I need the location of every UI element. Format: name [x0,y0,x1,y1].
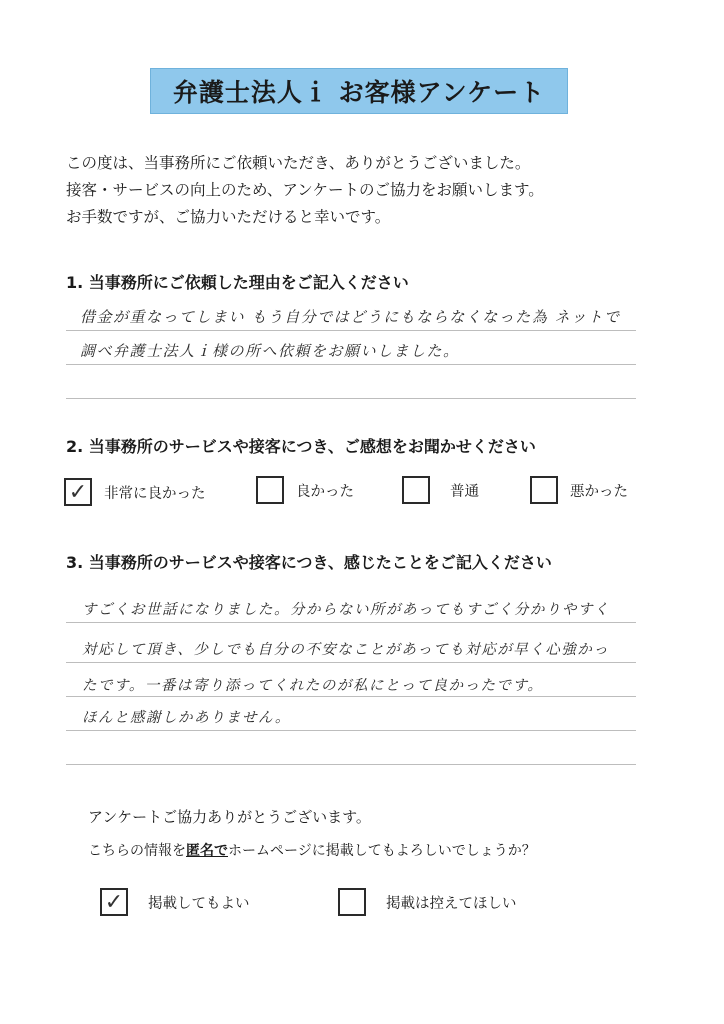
publish-question-pre: こちらの情報を [88,843,186,859]
question-1-answer-line: 借金が重なってしまい もう自分ではどうにもならなくなった為 ネットで [80,308,621,326]
intro-line: お手数ですが、ご協力いただけると幸いです。 [66,208,391,226]
option-label: 良かった [296,483,354,500]
checkbox[interactable] [530,476,558,504]
option-label: 掲載してもよい [148,895,250,912]
question-2-label: 2. 当事務所のサービスや接客につき、ご感想をお聞かせください [66,437,536,456]
answer-rule [66,364,636,365]
option-label: 悪かった [570,483,628,500]
question-1-label: 1. 当事務所にご依頼した理由をご記入ください [66,273,409,292]
question-3-answer-line: ほんと感謝しかありません。 [82,710,291,726]
answer-rule [66,662,636,663]
intro-line: 接客・サービスの向上のため、アンケートのご協力をお願いします。 [66,181,544,199]
option-very-good[interactable] [64,478,206,506]
answer-rule [66,730,636,731]
answer-rule [66,330,636,331]
checkbox[interactable] [256,476,284,504]
option-label: 非常に良かった [104,485,206,502]
question-3-answer-line: すごくお世話になりました。分からない所があってもすごく分かりやすく [82,602,610,618]
intro-line: この度は、当事務所にご依頼いただき、ありがとうございました。 [66,154,531,172]
publish-question-post: ホームページに掲載してもよろしいでしょうか？ [228,843,536,859]
checkbox[interactable] [338,888,366,916]
answer-rule [66,622,636,623]
answer-rule [66,764,636,765]
closing-thanks: アンケートご協力ありがとうございます。 [88,808,371,826]
survey-title: 弁護士法人ｉ お客様アンケート [150,68,568,114]
question-3-label: 3. 当事務所のサービスや接客につき、感じたことをご記入ください [66,553,552,572]
option-label: 掲載は控えてほしい [386,895,517,912]
option-bad[interactable] [530,476,628,504]
publish-question-emphasis: 匿名で [186,843,228,859]
option-label: 普通 [450,483,479,500]
answer-rule [66,398,636,399]
checkbox[interactable] [402,476,430,504]
option-publish-ok[interactable] [100,888,250,916]
option-publish-decline[interactable] [338,888,517,916]
question-1-answer-line: 調べ弁護士法人ｉ様の所へ依頼をお願いしました。 [80,342,460,360]
question-3-answer-line: 対応して頂き、少しでも自分の不安なことがあっても対応が早く心強かっ [82,642,610,658]
option-neutral[interactable] [402,476,479,504]
publish-question [88,840,536,860]
option-good[interactable] [256,476,354,504]
answer-rule [66,696,636,697]
checkbox[interactable]: ✓ [64,478,92,506]
intro-text [66,150,666,231]
checkbox[interactable]: ✓ [100,888,128,916]
question-3-answer-line: たです。一番は寄り添ってくれたのが私にとって良かったです。 [82,678,544,694]
